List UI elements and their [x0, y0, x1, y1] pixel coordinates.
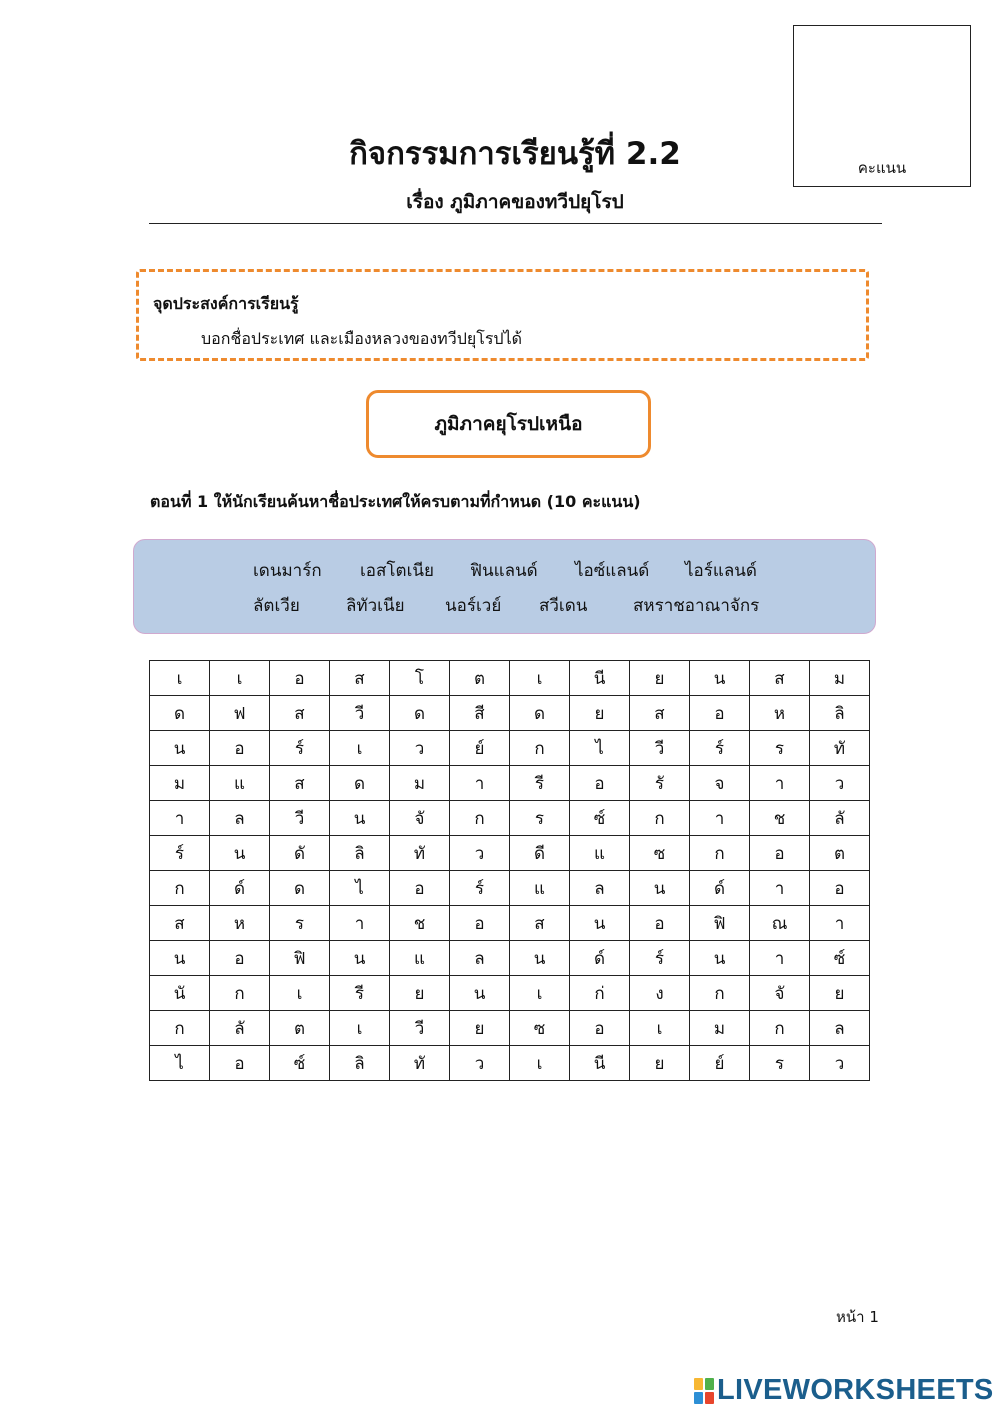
grid-cell[interactable]: ก	[150, 1011, 210, 1046]
logo-square	[694, 1378, 703, 1390]
grid-cell[interactable]: น	[150, 941, 210, 976]
logo-square	[694, 1392, 703, 1404]
grid-row	[150, 696, 870, 731]
grid-cell[interactable]: เ	[510, 976, 570, 1011]
grid-cell[interactable]: ง	[630, 976, 690, 1011]
word-bank-item: เดนมาร์ก	[253, 561, 322, 581]
grid-cell[interactable]: เ	[270, 976, 330, 1011]
grid-cell[interactable]: ส	[270, 766, 330, 801]
grid-cell[interactable]: า	[690, 801, 750, 836]
grid-cell[interactable]: ร์	[450, 871, 510, 906]
page-title: กิจกรรมการเรียนรู้ที่ 2.2	[349, 136, 681, 172]
grid-row	[150, 941, 870, 976]
word-bank-item: ไอร์แลนด์	[685, 561, 757, 581]
grid-cell[interactable]: น	[690, 661, 750, 696]
grid-cell[interactable]: า	[150, 801, 210, 836]
grid-row	[150, 661, 870, 696]
grid-cell[interactable]: เ	[210, 661, 270, 696]
liveworksheets-logo[interactable]	[694, 1374, 994, 1407]
title-divider	[149, 223, 882, 224]
grid-cell[interactable]: า	[750, 941, 810, 976]
grid-cell[interactable]: ก	[450, 801, 510, 836]
grid-cell[interactable]: ห	[210, 906, 270, 941]
grid-cell[interactable]: ด	[330, 766, 390, 801]
objective-heading: จุดประสงค์การเรียนรู้	[153, 294, 299, 313]
grid-cell[interactable]: ย	[630, 1046, 690, 1081]
grid-cell[interactable]: ด	[270, 871, 330, 906]
grid-cell[interactable]: ว	[810, 766, 870, 801]
grid-cell[interactable]: ม	[690, 1011, 750, 1046]
grid-row	[150, 976, 870, 1011]
grid-cell[interactable]: ร	[270, 906, 330, 941]
grid-cell[interactable]: ก	[750, 1011, 810, 1046]
word-bank-item: ลิทัวเนีย	[346, 596, 405, 616]
objective-box	[136, 269, 869, 361]
grid-cell[interactable]: น	[570, 906, 630, 941]
grid-cell[interactable]: ย	[570, 696, 630, 731]
logo-square	[705, 1378, 714, 1390]
grid-cell[interactable]: ด	[150, 696, 210, 731]
word-bank-item: ลัตเวีย	[253, 596, 300, 616]
grid-cell[interactable]: า	[750, 766, 810, 801]
grid-cell[interactable]: แ	[510, 871, 570, 906]
grid-cell[interactable]: เ	[150, 661, 210, 696]
grid-cell[interactable]: ก	[150, 871, 210, 906]
grid-cell[interactable]: ดั	[270, 836, 330, 871]
grid-cell[interactable]: ซ	[510, 1011, 570, 1046]
grid-cell[interactable]: ร์	[270, 731, 330, 766]
grid-cell[interactable]: ล	[210, 801, 270, 836]
grid-cell[interactable]: วี	[390, 1011, 450, 1046]
grid-cell[interactable]: อ	[210, 731, 270, 766]
liveworksheets-brand-text: LIVEWORKSHEETS	[717, 1374, 994, 1406]
grid-cell[interactable]: ลั	[810, 801, 870, 836]
grid-cell[interactable]: อ	[210, 1046, 270, 1081]
grid-cell[interactable]: แ	[570, 836, 630, 871]
grid-cell[interactable]: น	[330, 801, 390, 836]
grid-cell[interactable]: ล	[450, 941, 510, 976]
grid-cell[interactable]: อ	[270, 661, 330, 696]
grid-cell[interactable]: ลั	[210, 1011, 270, 1046]
logo-square	[705, 1392, 714, 1404]
word-bank-item: สหราชอาณาจักร	[633, 596, 760, 616]
grid-cell[interactable]: ส	[630, 696, 690, 731]
grid-cell[interactable]: วี	[330, 696, 390, 731]
grid-cell[interactable]: ห	[750, 696, 810, 731]
grid-cell[interactable]: เ	[510, 1046, 570, 1081]
grid-cell[interactable]: ลิ	[810, 696, 870, 731]
grid-cell[interactable]: อ	[210, 941, 270, 976]
grid-cell[interactable]: รั	[630, 766, 690, 801]
grid-cell[interactable]: จั	[390, 801, 450, 836]
grid-cell[interactable]: ร	[510, 801, 570, 836]
grid-cell[interactable]: อ	[390, 871, 450, 906]
grid-cell[interactable]: ส	[150, 906, 210, 941]
grid-cell[interactable]: โ	[390, 661, 450, 696]
grid-cell[interactable]: เ	[330, 1011, 390, 1046]
grid-cell[interactable]: อ	[690, 696, 750, 731]
grid-row	[150, 1046, 870, 1081]
grid-cell[interactable]: ก	[690, 976, 750, 1011]
grid-cell[interactable]: ว	[390, 731, 450, 766]
grid-cell[interactable]: ส	[510, 906, 570, 941]
grid-cell[interactable]: ซ์	[270, 1046, 330, 1081]
grid-cell[interactable]: ต	[270, 1011, 330, 1046]
grid-cell[interactable]: ก	[630, 801, 690, 836]
grid-cell[interactable]: ก	[510, 731, 570, 766]
grid-cell[interactable]: ล	[810, 1011, 870, 1046]
grid-cell[interactable]: ทั	[390, 836, 450, 871]
grid-row	[150, 1011, 870, 1046]
grid-cell[interactable]: ย	[630, 661, 690, 696]
grid-cell[interactable]: ด์	[210, 871, 270, 906]
grid-cell[interactable]: เ	[510, 661, 570, 696]
grid-row	[150, 801, 870, 836]
grid-cell[interactable]: น	[510, 941, 570, 976]
grid-cell[interactable]: ว	[450, 836, 510, 871]
liveworksheets-logo-icon	[694, 1378, 714, 1404]
grid-cell[interactable]: จ	[690, 766, 750, 801]
grid-cell[interactable]: ต	[450, 661, 510, 696]
grid-cell[interactable]: แ	[390, 941, 450, 976]
grid-cell[interactable]: ช	[390, 906, 450, 941]
grid-cell[interactable]: ว	[810, 1046, 870, 1081]
grid-cell[interactable]: ร์	[690, 731, 750, 766]
grid-cell[interactable]: ทั	[390, 1046, 450, 1081]
grid-cell[interactable]: ซ์	[570, 801, 630, 836]
grid-cell[interactable]: นั	[150, 976, 210, 1011]
grid-cell[interactable]: ด์	[570, 941, 630, 976]
grid-cell[interactable]: อ	[750, 836, 810, 871]
grid-cell[interactable]: ลิ	[330, 836, 390, 871]
grid-cell[interactable]: า	[750, 871, 810, 906]
grid-cell[interactable]: น	[630, 871, 690, 906]
grid-cell[interactable]: ก	[210, 976, 270, 1011]
page-number: หน้า 1	[836, 1308, 879, 1326]
grid-cell[interactable]: ร	[750, 1046, 810, 1081]
grid-cell[interactable]: ล	[570, 871, 630, 906]
grid-cell[interactable]: นี	[570, 1046, 630, 1081]
grid-cell[interactable]: ฟ	[210, 696, 270, 731]
grid-cell[interactable]: รี	[330, 976, 390, 1011]
grid-cell[interactable]: ไ	[330, 871, 390, 906]
grid-cell[interactable]: ทั	[810, 731, 870, 766]
grid-cell[interactable]: ย	[810, 976, 870, 1011]
word-bank-item: สวีเดน	[539, 596, 588, 616]
grid-cell[interactable]: น	[450, 976, 510, 1011]
grid-cell[interactable]: น	[690, 941, 750, 976]
word-bank	[133, 539, 876, 634]
grid-cell[interactable]: อ	[450, 906, 510, 941]
grid-cell[interactable]: แ	[210, 766, 270, 801]
word-search-grid	[149, 660, 870, 1081]
grid-cell[interactable]: ด	[510, 696, 570, 731]
grid-cell[interactable]: ด	[390, 696, 450, 731]
grid-cell[interactable]: ต	[810, 836, 870, 871]
grid-cell[interactable]: ไ	[150, 1046, 210, 1081]
grid-cell[interactable]: ม	[150, 766, 210, 801]
grid-row	[150, 731, 870, 766]
instruction-text: ตอนที่ 1 ให้นักเรียนค้นหาชื่อประเทศให้ครบตามที่กำหนด (10 คะแนน)	[150, 492, 641, 511]
grid-cell[interactable]: สี	[450, 696, 510, 731]
grid-row	[150, 906, 870, 941]
grid-cell[interactable]: เ	[330, 731, 390, 766]
grid-cell[interactable]: วี	[270, 801, 330, 836]
grid-cell[interactable]: ย	[390, 976, 450, 1011]
grid-cell[interactable]: ด์	[690, 871, 750, 906]
grid-row	[150, 871, 870, 906]
grid-cell[interactable]: ย์	[450, 731, 510, 766]
grid-row	[150, 836, 870, 871]
grid-cell[interactable]: น	[150, 731, 210, 766]
grid-cell[interactable]: า	[450, 766, 510, 801]
grid-cell[interactable]: ย์	[690, 1046, 750, 1081]
grid-cell[interactable]: น	[330, 941, 390, 976]
grid-cell[interactable]: ย	[450, 1011, 510, 1046]
grid-cell[interactable]: ณ	[750, 906, 810, 941]
grid-cell[interactable]: ส	[270, 696, 330, 731]
word-bank-item: นอร์เวย์	[445, 596, 502, 616]
word-bank-item: เอสโตเนีย	[360, 561, 434, 581]
grid-cell[interactable]: อ	[630, 906, 690, 941]
grid-cell[interactable]: ส	[330, 661, 390, 696]
grid-cell[interactable]: ส	[750, 661, 810, 696]
grid-cell[interactable]: ไ	[570, 731, 630, 766]
grid-cell[interactable]: นี	[570, 661, 630, 696]
grid-cell[interactable]: ซ	[630, 836, 690, 871]
grid-cell[interactable]: ซ์	[810, 941, 870, 976]
grid-cell[interactable]: ลิ	[330, 1046, 390, 1081]
grid-cell[interactable]: ฟิ	[270, 941, 330, 976]
region-title: ภูมิภาคยุโรปเหนือ	[366, 390, 651, 458]
grid-cell[interactable]: ร์	[150, 836, 210, 871]
grid-cell[interactable]: อ	[810, 871, 870, 906]
grid-cell[interactable]: เ	[630, 1011, 690, 1046]
grid-cell[interactable]: จั	[750, 976, 810, 1011]
objective-text: บอกชื่อประเทศ และเมืองหลวงของทวีปยุโรปได้	[201, 329, 523, 348]
grid-cell[interactable]: น	[210, 836, 270, 871]
page-subtitle: เรื่อง ภูมิภาคของทวีปยุโรป	[406, 191, 624, 213]
grid-cell[interactable]: ว	[450, 1046, 510, 1081]
grid-cell[interactable]: ก	[690, 836, 750, 871]
grid-cell[interactable]: วี	[630, 731, 690, 766]
word-bank-item: ไอซ์แลนด์	[575, 561, 650, 581]
grid-cell[interactable]: ดี	[510, 836, 570, 871]
score-label: คะแนน	[857, 159, 907, 177]
grid-cell[interactable]: อ	[570, 766, 630, 801]
grid-cell[interactable]: ฟิ	[690, 906, 750, 941]
grid-cell[interactable]: ช	[750, 801, 810, 836]
grid-cell[interactable]: รี	[510, 766, 570, 801]
grid-row	[150, 766, 870, 801]
grid-cell[interactable]: ม	[810, 661, 870, 696]
grid-cell[interactable]: อ	[570, 1011, 630, 1046]
grid-cell[interactable]: า	[810, 906, 870, 941]
grid-cell[interactable]: า	[330, 906, 390, 941]
grid-cell[interactable]: ร์	[630, 941, 690, 976]
grid-cell[interactable]: ร	[750, 731, 810, 766]
word-bank-item: ฟินแลนด์	[470, 561, 538, 581]
grid-cell[interactable]: ก่	[570, 976, 630, 1011]
grid-cell[interactable]: ม	[390, 766, 450, 801]
